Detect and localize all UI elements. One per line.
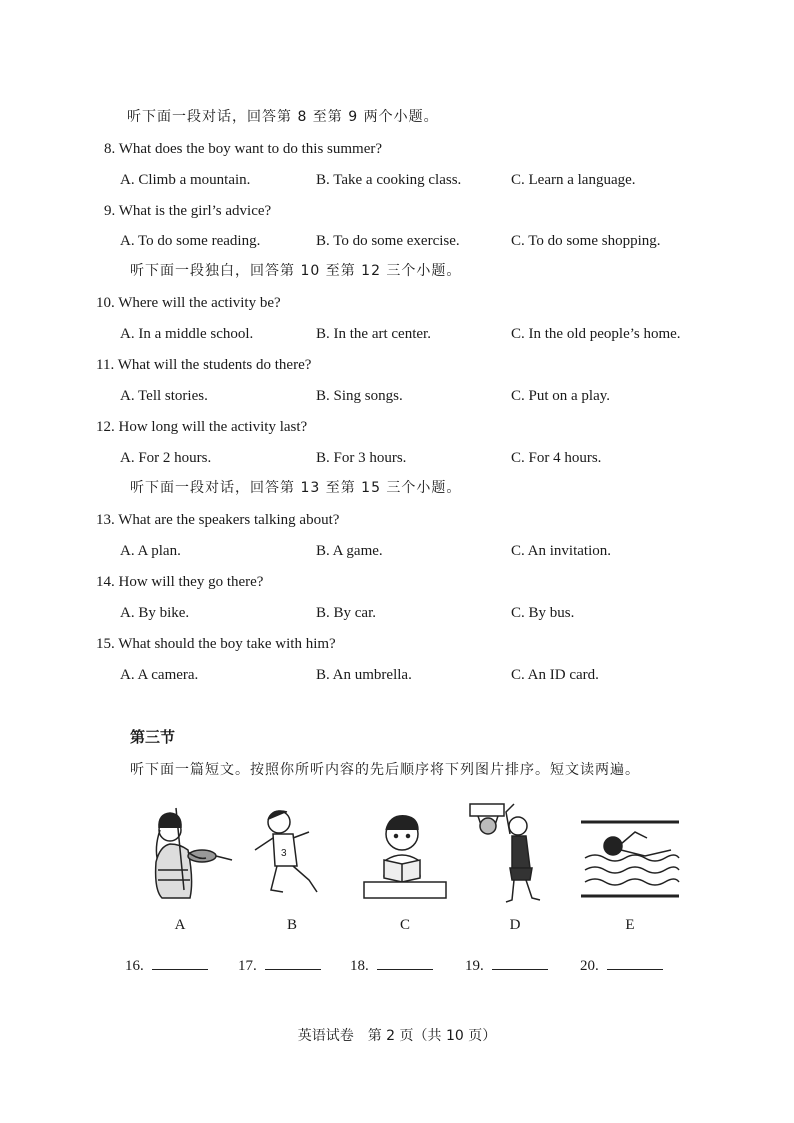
option-c: C. An invitation. [511, 543, 612, 559]
question-text: What does the boy want to do this summer? [118, 141, 383, 157]
runner-icon [243, 800, 353, 910]
question-10 [96, 293, 281, 313]
blank-line[interactable] [265, 955, 321, 970]
picture-label-d: D [509, 917, 521, 933]
instruction-monologue-10-12: 听下面一段独白，回答第 10 至第 12 三个小题。 [130, 263, 462, 279]
question-text: Where will the activity be? [118, 295, 281, 311]
option-b: B. To do some exercise. [316, 233, 460, 249]
question-number: 8. [104, 141, 116, 157]
svg-text:3: 3 [281, 848, 287, 859]
question-number: 11. [96, 357, 115, 373]
question-text: What are the speakers talking about? [118, 512, 340, 528]
picture-label-c: C [399, 917, 410, 933]
option-b: B. By car. [316, 605, 376, 621]
blank-number: 16. [125, 958, 144, 974]
blank-number: 17. [238, 958, 257, 974]
question-11 [96, 355, 311, 375]
question-number: 12. [96, 419, 115, 435]
option-a: A. A camera. [120, 667, 199, 683]
blank-number: 18. [350, 958, 369, 974]
option-c: C. An ID card. [511, 667, 599, 683]
question-13 [96, 510, 339, 530]
option-a: A. Tell stories. [120, 388, 208, 404]
answer-blank-16[interactable] [125, 955, 208, 975]
basketball-player-icon [462, 800, 572, 910]
blank-line[interactable] [607, 955, 663, 970]
question-9 [104, 201, 271, 221]
option-c: C. Put on a play. [511, 388, 611, 404]
option-a: A. In a middle school. [120, 326, 254, 342]
question-number: 14. [96, 574, 115, 590]
question-text: What will the students do there? [117, 357, 312, 373]
option-b: B. An umbrella. [316, 667, 412, 683]
option-a: A. By bike. [120, 605, 190, 621]
answer-blank-19[interactable] [465, 955, 548, 975]
section-3-instruction: 听下面一篇短文。按照你所听内容的先后顺序将下列图片排序。短文读两遍。 [130, 762, 640, 778]
blank-line[interactable] [492, 955, 548, 970]
instruction-dialog-8-9: 听下面一段对话，回答第 8 至第 9 两个小题。 [127, 109, 439, 125]
page-footer: 英语试卷 第 2 页（共 10 页） [297, 1028, 497, 1044]
picture-label-b: B [286, 917, 297, 933]
picture-label-a: A [174, 917, 186, 933]
reading-boy-icon [350, 800, 460, 910]
option-c: C. To do some shopping. [511, 233, 661, 249]
option-b: B. In the art center. [316, 326, 431, 342]
blank-number: 19. [465, 958, 484, 974]
question-15 [96, 634, 336, 654]
question-number: 10. [96, 295, 115, 311]
swimmer-icon [575, 800, 685, 910]
question-text: What is the girl’s advice? [118, 203, 272, 219]
question-number: 9. [104, 203, 116, 219]
picture-label-e: E [625, 917, 635, 933]
instruction-dialog-13-15: 听下面一段对话，回答第 13 至第 15 三个小题。 [130, 480, 462, 496]
question-14 [96, 572, 263, 592]
question-text: How long will the activity last? [118, 419, 308, 435]
question-12 [96, 417, 307, 437]
blank-line[interactable] [152, 955, 208, 970]
option-b: B. Sing songs. [316, 388, 403, 404]
option-a: A. To do some reading. [120, 233, 261, 249]
question-text: What should the boy take with him? [118, 636, 336, 652]
answer-blank-17[interactable] [238, 955, 321, 975]
option-c: C. Learn a language. [511, 172, 636, 188]
option-c: C. In the old people’s home. [511, 326, 681, 342]
option-b: B. For 3 hours. [316, 450, 407, 466]
answer-blank-18[interactable] [350, 955, 433, 975]
question-text: How will they go there? [118, 574, 264, 590]
blank-number: 20. [580, 958, 599, 974]
violin-player-icon [132, 800, 242, 910]
option-c: C. By bus. [511, 605, 575, 621]
blank-line[interactable] [377, 955, 433, 970]
option-b: B. A game. [316, 543, 383, 559]
question-number: 13. [96, 512, 115, 528]
option-a: A. For 2 hours. [120, 450, 212, 466]
question-number: 15. [96, 636, 115, 652]
option-a: A. Climb a mountain. [120, 172, 251, 188]
answer-blank-20[interactable] [580, 955, 663, 975]
section-3-title: 第三节 [130, 728, 176, 746]
option-a: A. A plan. [120, 543, 181, 559]
question-8 [104, 139, 382, 159]
option-b: B. Take a cooking class. [316, 172, 462, 188]
option-c: C. For 4 hours. [511, 450, 602, 466]
